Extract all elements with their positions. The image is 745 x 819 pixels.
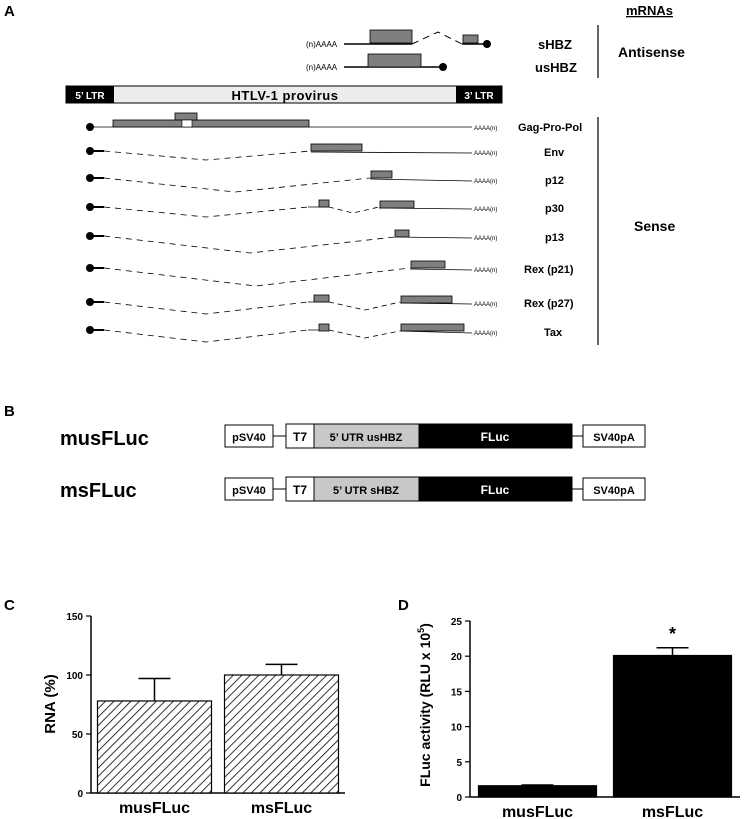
polya-label: AAAA(n) [474,179,498,185]
p13-transcript [86,230,564,253]
d-bar [479,786,597,797]
transcript-name: p12 [545,175,564,187]
ushbz-transcript [306,54,447,72]
ltr5-label: 5’ LTR [75,91,105,102]
sense-label: Sense [634,218,676,234]
exon-box [368,54,421,67]
panel-a [4,3,685,345]
polya-label: (n)AAAA [306,40,338,49]
antisense-transcripts [306,25,685,78]
exon-box [175,113,197,120]
polya-label: (n)AAAA [306,63,338,72]
transcript-name: Gag-Pro-Pol [518,122,583,134]
polya-label: AAAA(n) [474,268,498,274]
c-ytick-label: 150 [66,612,83,623]
construct-name: musFLuc [60,428,149,450]
transcript-name: p30 [545,203,564,215]
t7-label: T7 [292,483,308,497]
transcript-name: Env [544,147,565,159]
exon-box [395,230,409,237]
gag-pro-pol-transcript [86,113,582,134]
polya-label: AAAA(n) [474,207,498,213]
transcript-name: Rex (p21) [524,264,574,276]
orf-label: FLuc [480,483,510,497]
transcript-name: p13 [545,232,564,244]
d-category-label: musFLuc [501,804,574,819]
mrnas-header: mRNAs [626,3,673,18]
panel-b [4,403,645,502]
d-ylabel: FLuc activity (RLU x $10^5$) [416,623,433,787]
panel-d-label: D [398,597,409,614]
panel-a-label: A [4,3,15,20]
t7-label: T7 [292,430,308,444]
ltr3-label: 3’ LTR [464,91,494,102]
exon-box [371,171,392,178]
d-ytick-label: 25 [450,617,462,628]
rex-p27-transcript [86,295,574,314]
panel-c-label: C [4,597,15,614]
panel-b-label: B [4,403,15,420]
exon-box [411,261,445,268]
exon-box [370,30,412,43]
exon-box [113,120,309,127]
promoter-label: pSV40 [232,485,266,497]
d-category-label: msFLuc [641,804,704,819]
provirus-label: HTLV-1 provirus [231,88,339,103]
utr-label: 5’ UTR usHBZ [329,432,403,444]
d-ytick-label: 0 [456,793,462,804]
polya-label: AAAA(n) [474,302,498,308]
c-category-label: msFLuc [250,800,313,817]
polya-label: AAAA(n) [474,331,498,337]
exon-box [311,144,362,151]
exon-box [314,295,329,302]
c-ytick-label: 100 [66,671,83,682]
p30-transcript [86,200,564,217]
c-ylabel: RNA (%) [42,674,59,734]
polya-label: AAAA(n) [474,151,498,157]
polya-label: AAAA(n) [474,126,498,132]
rex-p21-transcript [86,261,574,286]
c-ytick-label: 0 [77,789,83,800]
d-ytick-label: 20 [450,652,462,664]
c-bar [98,701,212,793]
construct-musfluc [60,424,645,450]
transcript-name: Tax [544,327,563,339]
pa-label: SV40pA [593,485,635,497]
antisense-label: Antisense [618,44,685,60]
d-ytick-label: 15 [450,687,462,699]
d-chart [451,617,740,819]
construct-msfluc [60,477,645,502]
env-transcript [86,144,565,160]
tax-transcript [86,324,563,342]
utr-label: 5’ UTR sHBZ [332,485,400,497]
panel-d [398,597,740,819]
d-ytick-label: 10 [450,722,462,734]
p12-transcript [86,171,564,192]
d-bar [614,655,732,797]
d-significance-star: * [668,623,677,644]
c-ytick-label: 50 [71,730,83,741]
exon-box [401,296,452,303]
panel-c [4,597,345,817]
orf-label: FLuc [480,430,510,444]
exon-box [380,201,414,208]
exon-box [463,35,478,43]
c-category-label: musFLuc [118,800,191,817]
c-chart [66,612,345,817]
shbz-transcript [306,30,491,49]
promoter-label: pSV40 [232,432,266,444]
pa-label: SV40pA [593,432,635,444]
exon-box [319,200,329,207]
exon-box [319,324,329,331]
polya-label: AAAA(n) [474,236,498,242]
transcript-name-ushbz: usHBZ [535,60,577,75]
transcript-name-shbz: sHBZ [538,37,572,52]
construct-name: msFLuc [60,480,137,502]
transcript-name: Rex (p27) [524,298,574,310]
sense-transcripts [86,113,675,345]
provirus-map [66,86,502,103]
c-bar [225,675,339,793]
exon-box [401,324,464,331]
d-ytick-label: 5 [456,757,462,769]
